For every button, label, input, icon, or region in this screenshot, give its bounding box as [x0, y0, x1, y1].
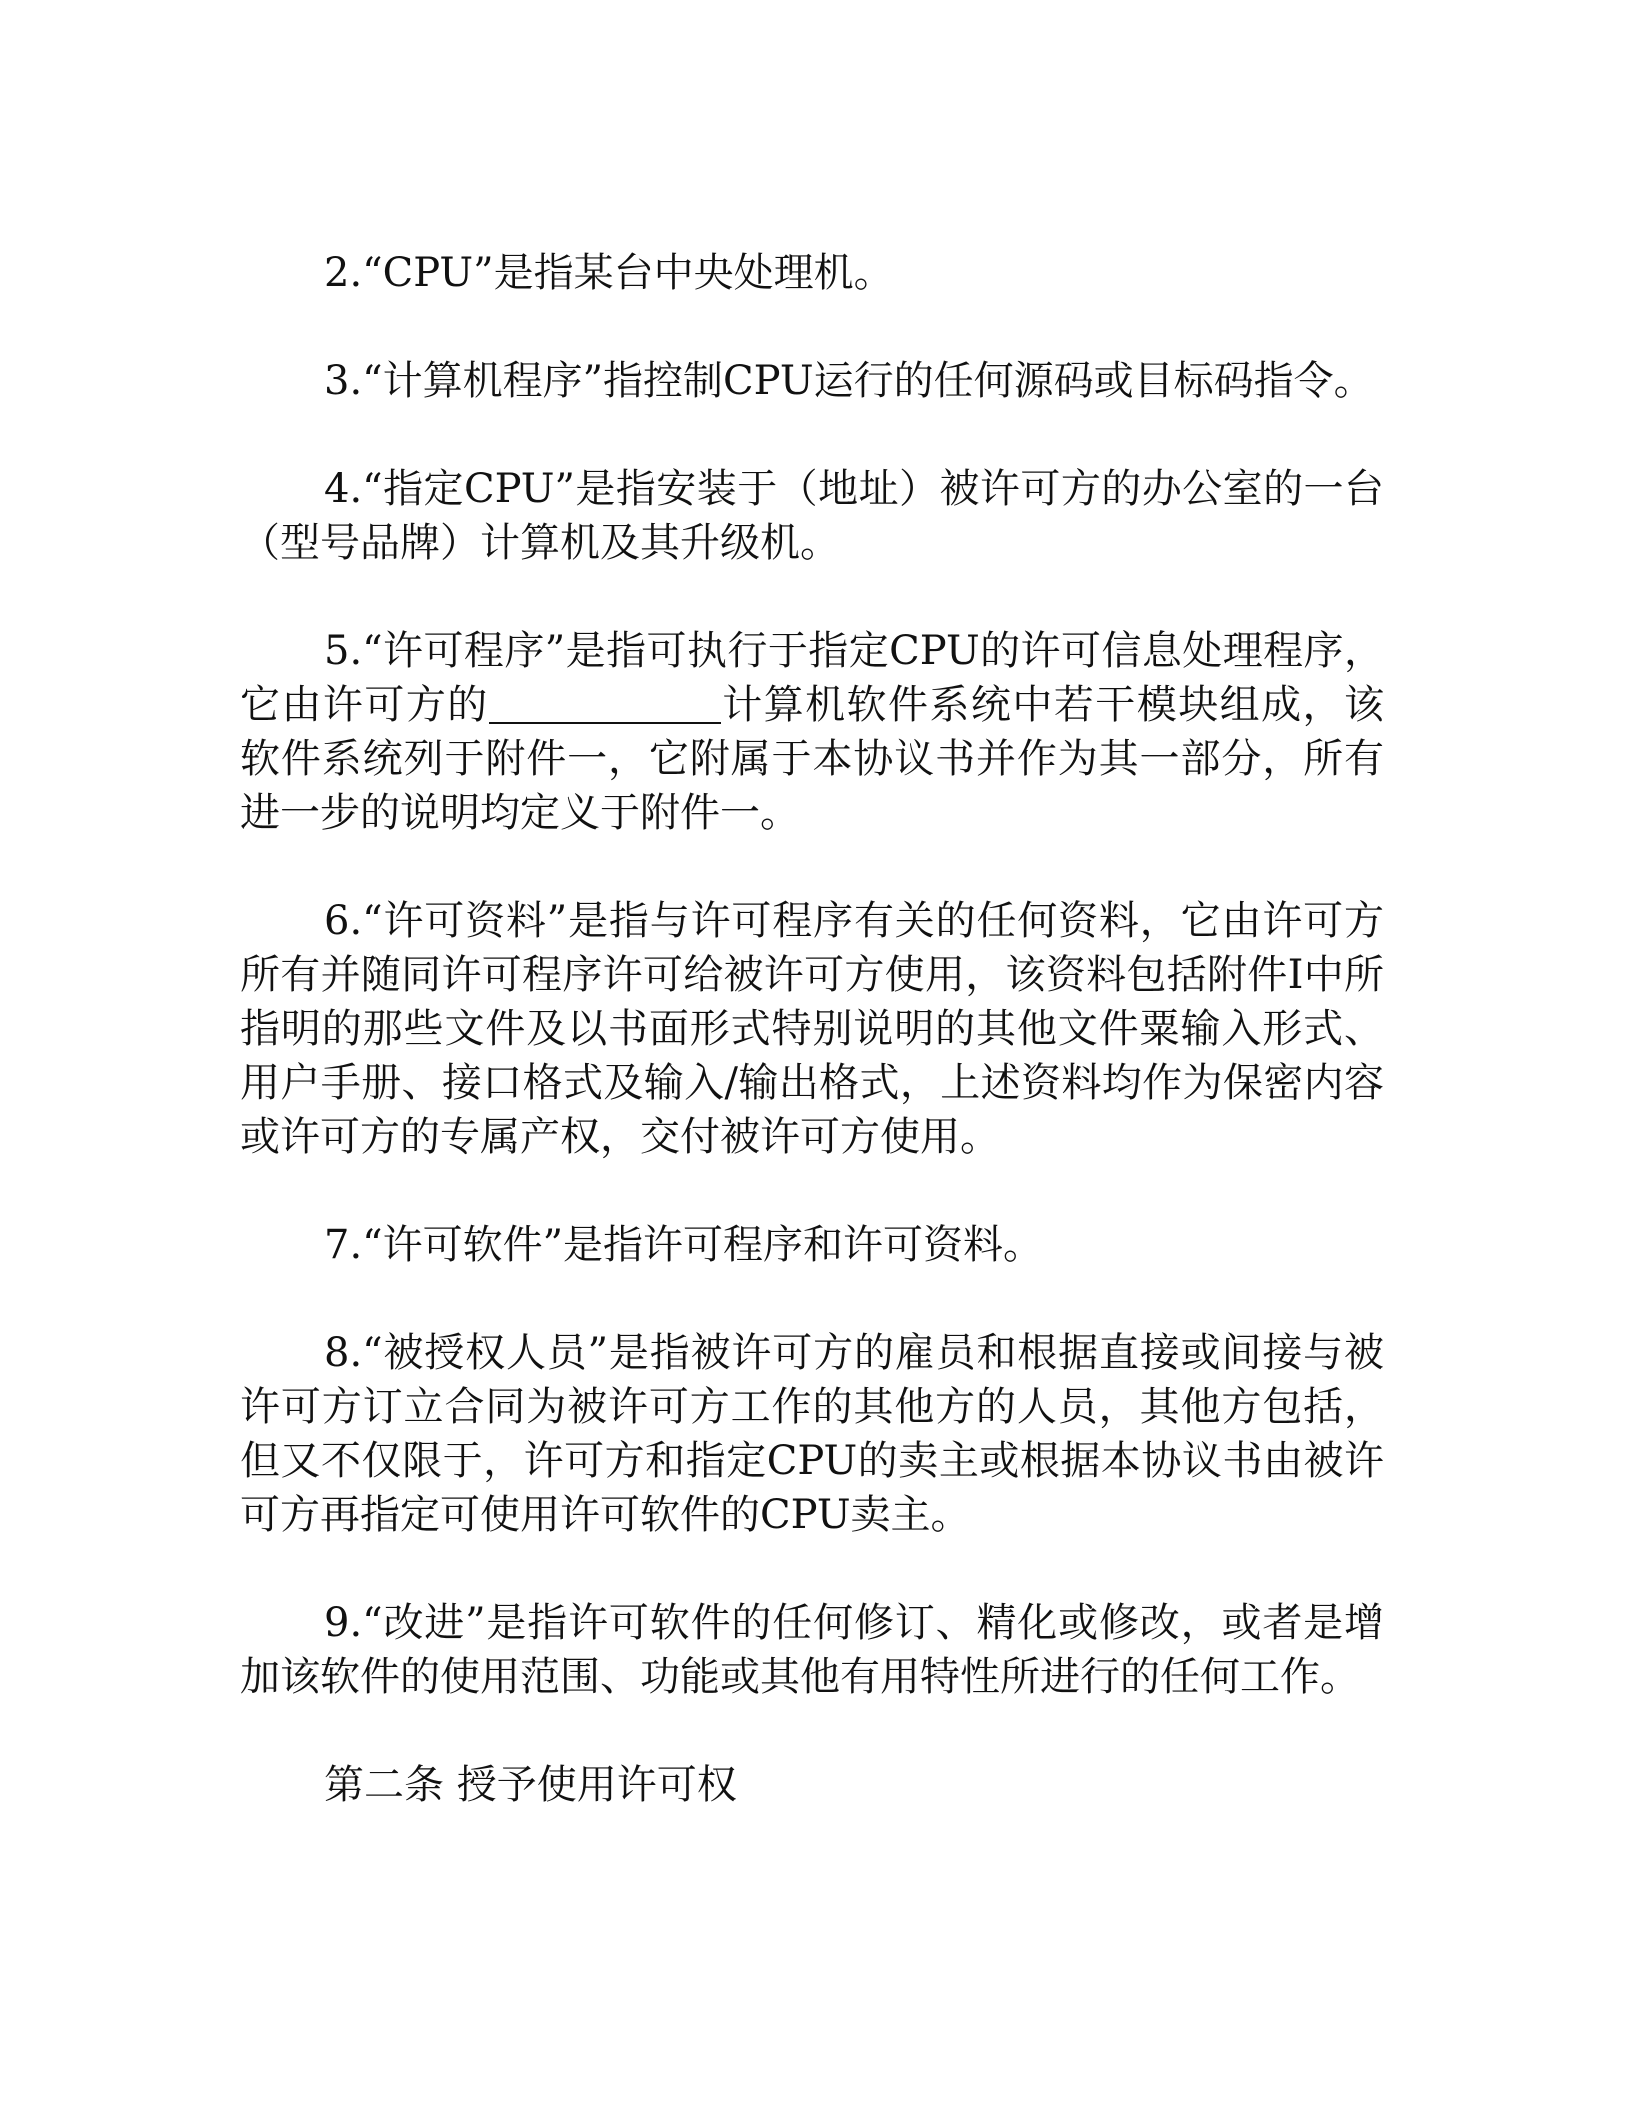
fill-in-blank [489, 682, 721, 724]
definition-item-6: 6.“许可资料”是指与许可程序有关的任何资料，它由许可方所有并随同许可程序许可给被许可方使用，该资料包括附件I中所指明的那些文件及以书面形式特别说明的其他文件粟输入形式、用户手册、接口格式及输入/输出格式，上述资料均作为保密内容或许可方的专属产权，交付被许可方使用。 [240, 898, 1384, 1160]
definition-item-2: 2.“CPU”是指某台中央处理机。 [324, 250, 894, 296]
definition-item-5-part-1: 5.“许可程序”是指可执行于指定CPU的许可信息处理程序，它由许可方的 [240, 628, 1384, 728]
definition-item-3: 3.“计算机程序”指控制CPU运行的任何源码或目标码指令。 [324, 358, 1374, 404]
definition-item-9: 9.“改进”是指许可软件的任何修订、精化或修改，或者是增加该软件的使用范围、功能或其他有用特性所进行的任何工作。 [240, 1600, 1384, 1700]
section-heading: 第二条 授予使用许可权 [324, 1762, 737, 1808]
definition-item-5-part-2: 计算机软件系统中若干模块组成，该软件系统列于附件一，它附属于本协议书并作为其一部分，所有进一步的说明均定义于附件一。 [240, 682, 1385, 836]
definition-item-5 [240, 624, 1384, 840]
definition-item-7: 7.“许可软件”是指许可程序和许可资料。 [324, 1222, 1044, 1268]
definition-item-4: 4.“指定CPU”是指安装于（地址）被许可方的办公室的一台（型号品牌）计算机及其升级机。 [240, 466, 1384, 566]
document-page [240, 246, 1384, 1812]
definition-item-8: 8.“被授权人员”是指被许可方的雇员和根据直接或间接与被许可方订立合同为被许可方工作的其他方的人员，其他方包括，但又不仅限于，许可方和指定CPU的卖主或根据本协议书由被许可方再指定可使用许可软件的CPU卖主。 [240, 1330, 1384, 1538]
